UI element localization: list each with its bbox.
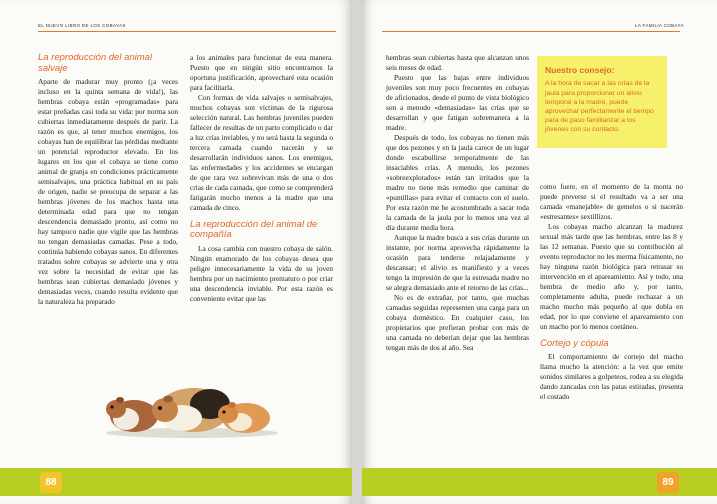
subheading-courtship: Cortejo y cópula: [540, 337, 609, 349]
body-paragraph: hembras sean cubiertas hasta que alcanzan unos seis meses de edad.: [386, 53, 529, 72]
page-number-right: 89: [657, 472, 679, 493]
guinea-pig-brown-white: [106, 397, 158, 432]
subheading-wild-reproduction: La reproducción del animal salvaje: [38, 52, 153, 74]
left-column-2: [190, 53, 333, 304]
guinea-pigs-illustration: [102, 372, 280, 438]
tip-text: A la hora de sacar a las crías de la jaula para proporcionar un alivio temporal a la madre, puede aprovechar perfectamente el tiempo para de paso familiarizar a los jóvenes con su contacto.: [545, 80, 654, 134]
subheading-pet-reproduction: La reproducción del animal de compañía: [190, 218, 318, 241]
body-paragraph: como fuere, en el momento de la monta no puede preverse si el resultado va a ser una camada «manejable» de gemelos o si nacerán «estresantes» sextillizos.: [540, 182, 683, 221]
body-paragraph: Aparte de madurar muy pronto (¡a veces incluso en la quinta semana de vida!), las hembras cobaya están «programadas» para estar preñadas casi toda su vida: por norma son cubiertas inmediatamente después de parir. La razón es que, al tener muchos enemigos, los cobayas han de equilibrar las pérdidas mediante un potencial reproductor elevado. En los lugares en los que el cobaya se tiene como animal de granja en condiciones prácticamente semisalvajes, una práctica habitual en su país de origen, nadie se preocupa de separar a las hembras jóvenes de los machos hasta una determinada edad para que no tengan descendencia demasiado pronto, así como no hay tampoco nadie que vigile que las hembras no tengan demasiadas camadas. Pese a todo, continúa habiendo cobayas sanos. En diferentes tratados sobre cobayas se advierte una y otra vez sobre la necesidad de evitar que las hembras sean cubiertas demasiado jóvenes y demasiadas veces, cuando resulta evidente que la naturaleza ha preparado: [38, 77, 178, 306]
page-number-left: 88: [40, 472, 62, 493]
body-paragraph: Con formas de vida salvajes o semisalvajes, muchos cobayas son víctimas de la rigurosa selección natural. Las hembras juveniles pueden fallecer de resultas de un parto complicado o dar a luz crías inviables, y no será hasta la segunda o tercera camada cuando nacerán y se desarrollarán individuos sanos. Los enemigos, las enfermedades y los accidentes se encargan de que rara vez sobrevivan más de una o dos crías de cada camada, que como se comprenderá fatigarán mucho menos a la madre que una camada de cinco.: [190, 92, 333, 212]
body-paragraph: Aunque la madre busca a sus crías durante un instante, por norma aprovecha rápidamente la ocasión para tenderse relajadamente y descansar; el alivio es manifiesto y a veces tengo la impresión de que la estresada madre no se alegra demasiado ante el retorno de las crías...: [386, 232, 529, 292]
left-column-1: [38, 53, 178, 307]
tip-title: Nuestro consejo:: [545, 65, 615, 75]
body-paragraph: Los cobayas macho alcanzan la madurez sexual más tarde que las hembras, entre las 8 y las 12 semanas. Puesto que su contribución al evento reproductor no les merma físicamente, no hay ninguna razón biológica para retrasar su intervención en el apareamiento. Así y todo, una hembra de medio año y, por tanto, completamente adulta, puede rechazar a un macho mucho más pequeño al que dobla en edad, por lo que conviene el apareamiento con un macho por lo menos coetáneo.: [540, 221, 683, 331]
right-column-2: [540, 182, 683, 402]
tip-box: [537, 56, 667, 148]
header-rule-right: [382, 31, 680, 32]
body-paragraph: Después de todo, los cobayas no tienen más que dos pezones y en la jaula carece de un lugar donde escabullirse temporalmente de las insaciables crías. A menudo, los pezones «sobreexplotados» están tan irritados que la madre no tiene más remedio que caminar de «puntillas» para evitar el contacto con el suelo. Por esta razón me he acostumbrado a sacar toda la camada de la jaula por lo menos una vez al día durante media hora.: [386, 132, 529, 232]
header-rule-left: [38, 31, 336, 32]
body-paragraph: La cosa cambia con nuestro cobaya de salón. Ningún enamorado de los cobayas desea que peligre innecesariamente la vida de su joven hembra por un nacimiento prematuro o por criar una descendencia inviable. Por esta razón es conveniente evitar que las: [190, 244, 333, 303]
body-paragraph: No es de extrañar, por tanto, que muchas camadas seguidas representen una carga para un cobaya doméstico. En cualquier caso, los propietarios que prefieran probar con más de una camada no deberían dejar que las hembras tengan más de dos al año. Sea: [386, 292, 529, 352]
guinea-pig-orange: [218, 402, 270, 433]
body-paragraph: Puesto que las bajas entre individuos juveniles son muy poco frecuentes en cobayas de aficionados, desde el punto de vista biológico son a menudo «demasiadas» las crías que se desarrollan y que fatigan sobremanera a la madre.: [386, 72, 529, 132]
left-page: [0, 0, 352, 504]
right-column-1: [386, 53, 529, 353]
right-page: [362, 0, 717, 504]
running-head-right: LA FAMILIA COBAYA: [635, 23, 684, 28]
guinea-pig-tricolor: [152, 388, 230, 432]
body-paragraph: El comportamiento de cortejo del macho llama mucho la atención: a la vez que emite sonidos similares a golpeteos, rodea a su elegida dando zancadas con las patas estiradas, presenta el costado: [540, 352, 683, 402]
body-paragraph: a los animales para funcionar de esta manera. Puesto que en ningún sitio encontramos la oportuna justificación, aprovecharé esta ocasión para facilitarla.: [190, 53, 333, 92]
running-head-left: EL NUEVO LIBRO DE LOS COBAYAS: [38, 23, 126, 28]
